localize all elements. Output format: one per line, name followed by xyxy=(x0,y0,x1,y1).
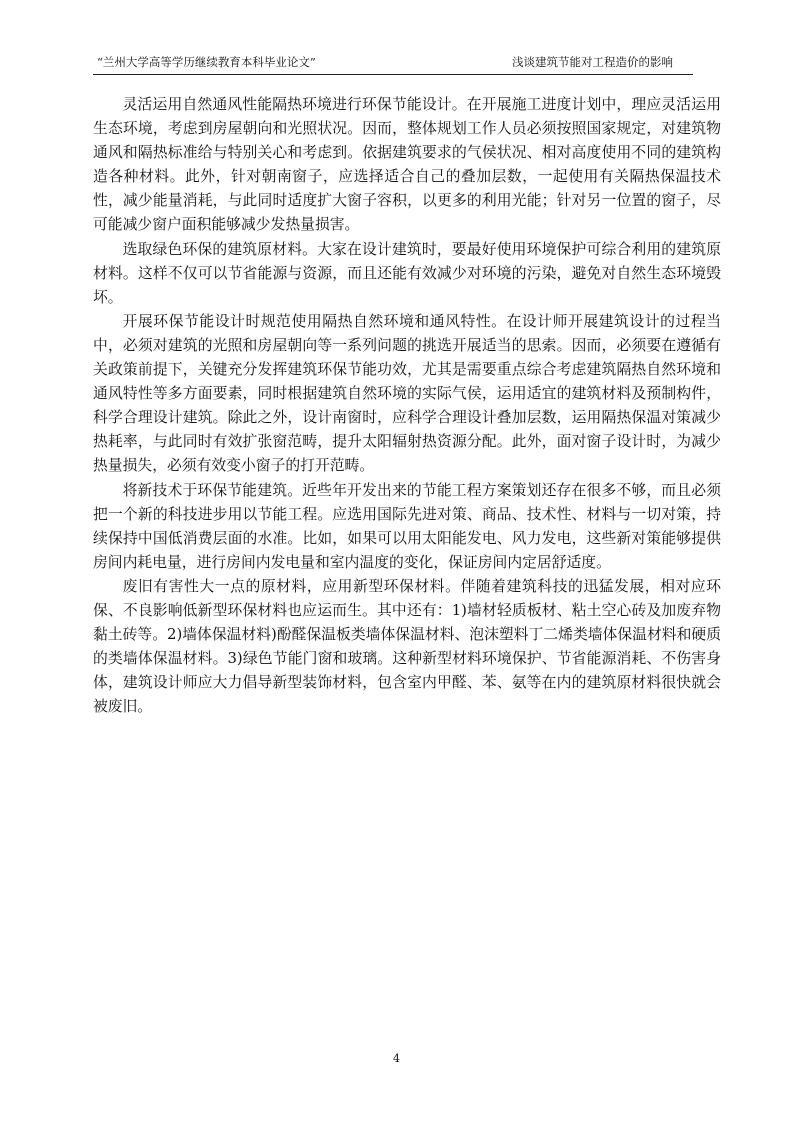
body-text xyxy=(93,93,721,719)
header-thesis-label: “兰州大学高等学历继续教育本科毕业论文” xyxy=(97,55,316,69)
page-number: 4 xyxy=(393,1052,400,1065)
page-header xyxy=(93,52,693,75)
header-paper-title: 浅谈建筑节能对工程造价的影响 xyxy=(512,55,673,69)
paragraph-natural-ventilation: 灵活运用自然通风性能隔热环境进行环保节能设计。在开展施工进度计划中，理应灵活运用生态环境，考虑到房屋朝向和光照状况。因而，整体规划工作人员必须按照国家规定，对建筑物通风和隔热标准给与特别关心和考虑到。依据建筑要求的气侯状况、相对高度使用不同的建筑构造各种材料。此外，针对朝南窗子，应选择适合自己的叠加层数，一起使用有关隔热保温技术性，减少能量消耗，与此同时适度扩大窗子容积，以更多的利用光能；针对另一位置的窗子，尽可能减少窗户面积能够减少发热量损害。 xyxy=(93,96,721,234)
paragraph-new-environmental-materials: 废旧有害性大一点的原材料，应用新型环保材料。伴随着建筑科技的迅猛发展，相对应环保、不良影响低新型环保材料也应运而生。其中还有：1)墙材轻质板材、粘土空心砖及加废弃物黏土砖等。2)墙体保温材料)酚醛保温板类墙体保温材料、泡沫塑料丁二烯类墙体保温材料和硬质的类墙体保温材料。3)绿色节能门窗和玻璃。这种新型材料环境保护、节省能源消耗、不伤害身体，建筑设计师应大力倡导新型装饰材料，包含室内甲醛、苯、氨等在内的建筑原材料很快就会被废旧。 xyxy=(93,577,721,716)
paragraph-new-technology: 将新技术于环保节能建筑。近些年开发出来的节能工程方案策划还存在很多不够，而且必须把一个新的科技进步用以节能工程。应选用国际先进对策、商品、技术性、材料与一切对策，持续保持中国低消费层面的水准。比如，如果可以用太阳能发电、风力发电，这些新对策能够提供房间内耗电量，进行房间内发电量和室内温度的变化，保证房间内定居舒适度。 xyxy=(93,481,721,571)
paragraph-green-materials: 选取绿色环保的建筑原材料。大家在设计建筑时，要最好使用环境保护可综合利用的建筑原材料。这样不仅可以节省能源与资源，而且还能有效减少对环境的污染，避免对自然生态环境毁坏。 xyxy=(93,240,721,306)
paragraph-insulation-ventilation-design: 开展环保节能设计时规范使用隔热自然环境和通风特性。在设计师开展建筑设计的过程当中，必须对建筑的光照和房屋朝向等一系列问题的挑选开展适当的思索。因而，必须要在遵循有关政策前提下，关键充分发挥建筑环保节能功效，尤其是需要重点综合考虑建筑隔热自然环境和通风特性等多方面要素，同时根据建筑自然环境的实际气侯，运用适宜的建筑材料及预制构件，科学合理设计建筑。除此之外，设计南窗时，应科学合理设计叠加层数，运用隔热保温对策减少热耗率，与此同时有效扩张窗范畴，提升太阳辐射热资源分配。此外，面对窗子设计时，为减少热量损失，必须有效变小窗子的打开范畴。 xyxy=(93,312,721,475)
